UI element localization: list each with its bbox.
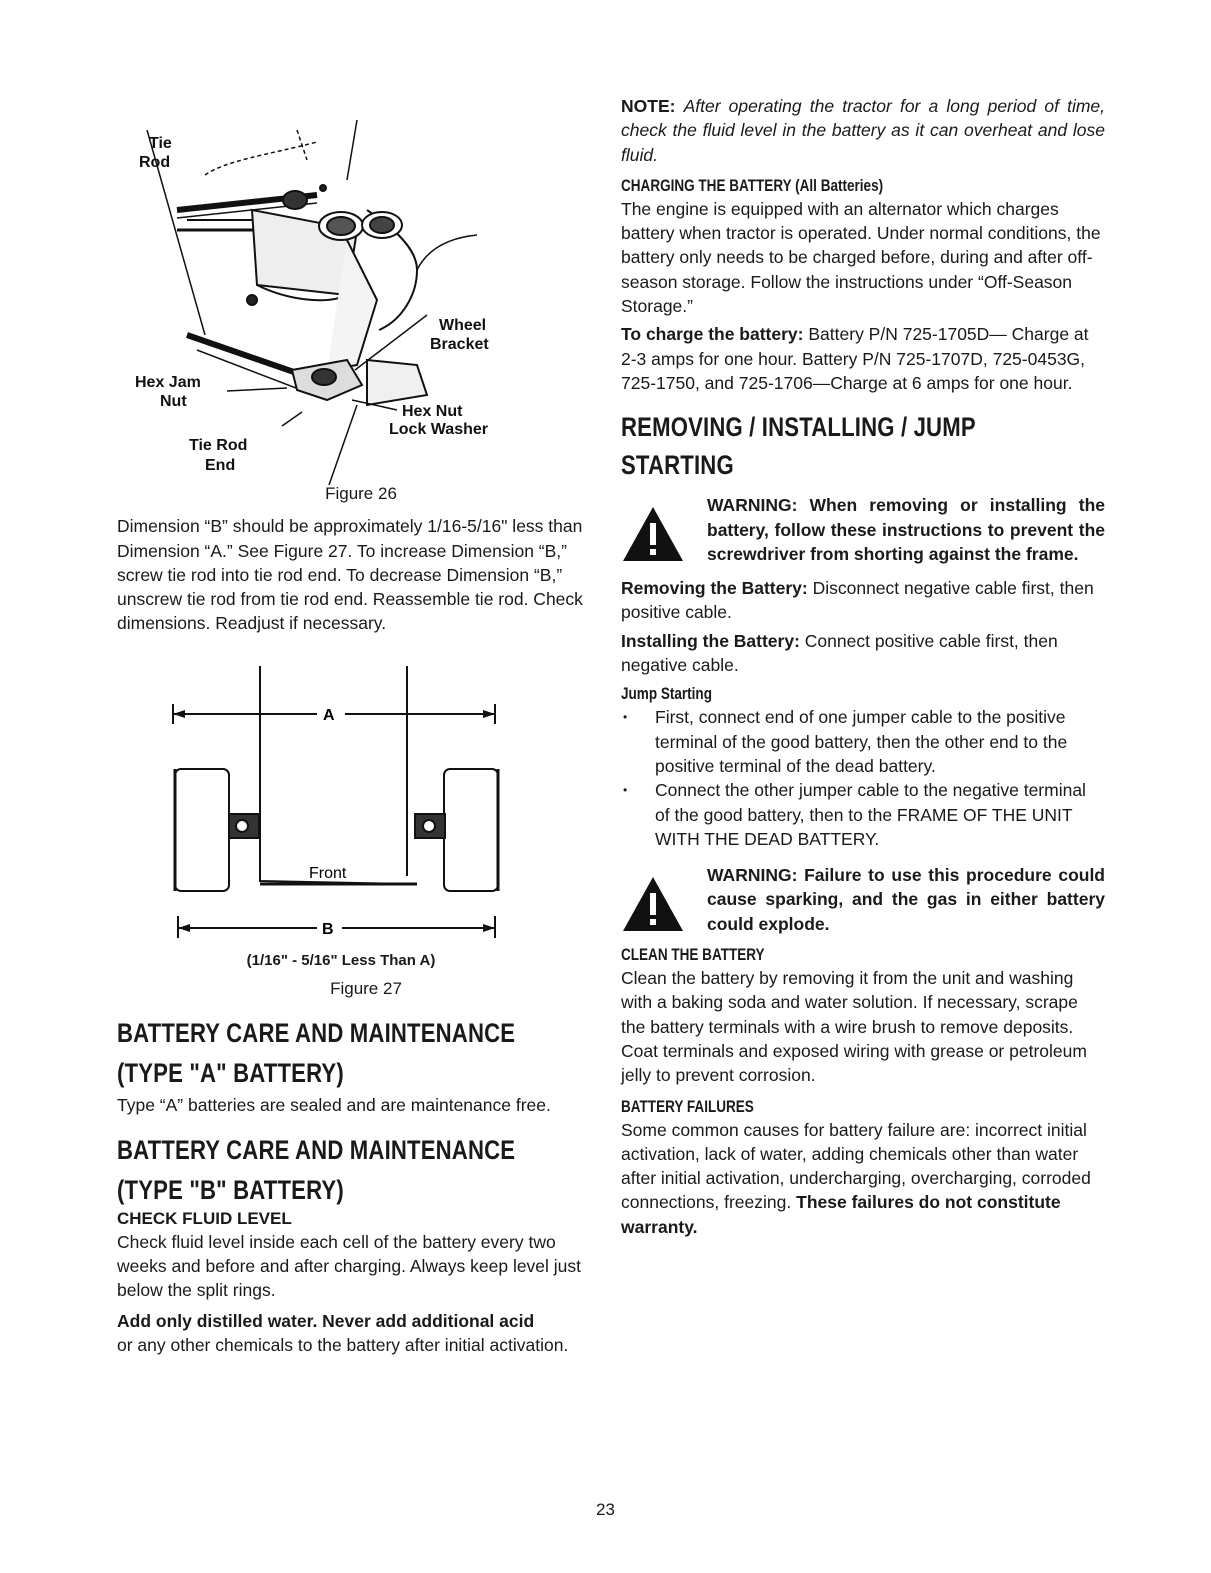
label-hex-jam-nut: Hex Jam Nut <box>135 374 201 410</box>
list-item: • Connect the other jumper cable to the negative terminal of the good battery, then to the FRAME OF THE UNIT WITH THE DEAD BATTERY. <box>621 778 1105 851</box>
charging-instructions <box>621 322 1105 395</box>
dimension-paragraph: Dimension “B” should be approximately 1/16-5/16" less than Dimension “A.” See Figure 27. To increase Dimension “B,” screw tie rod into tie rod end. To decrease Dimension “B,” unscrew tie rod from tie rod end. Reassemble tie rod. Check dimensions. Readjust if necessary. <box>117 516 583 634</box>
figure-27-diagram <box>117 666 585 951</box>
jump-starting-list <box>621 705 1105 851</box>
warning-box-1 <box>621 493 1105 566</box>
figure-26-caption: Figure 26 <box>325 484 397 503</box>
section-b-heading-line2: (TYPE "B" BATTERY) <box>117 1174 344 1205</box>
removing-heading-line2: STARTING <box>621 450 734 481</box>
charging-heading: CHARGING THE BATTERY (All Batteries) <box>621 176 884 195</box>
clean-heading: CLEAN THE BATTERY <box>621 946 765 965</box>
installing-battery <box>621 629 1105 678</box>
note-text: After operating the tractor for a long period of time, check the fluid level in the battery as it can overheat and lose fluid. <box>621 96 1105 165</box>
clean-body: Clean the battery by removing it from the unit and washing with a baking soda and water solution. If necessary, scrape the battery terminals with a wire brush to remove deposits. Coat terminals and exposed wiring with grease or petroleum jelly to prevent corrosion. <box>621 968 1087 1086</box>
charging-lead-rest: Battery P/N 725-1705D— Charge at 2-3 amps for one hour. Battery P/N 725-1707D, 725-0453G, 725-1750, and 725-1706—Charge at 6 amps for one hour. <box>621 324 1089 393</box>
section-b-body-rest: or any other chemicals to the battery after initial activation. <box>117 1334 569 1355</box>
label-hex-nut-lock-washer: Hex Nut Lock Washer <box>389 403 488 438</box>
failures-bold-tail: These failures do not constitute warranty. <box>621 1192 1061 1237</box>
charging-lead: To charge the battery: <box>621 324 804 345</box>
label-front: Front <box>309 864 347 882</box>
warning-triangle-icon <box>621 505 685 563</box>
right-column <box>621 94 1105 1239</box>
charging-body: The engine is equipped with an alternator which charges battery when tractor is operated. Under normal conditions, the battery only needs to be charged before, during and after off-season storage. Follow the instructions under “Off-Season Storage.” <box>621 198 1101 317</box>
label-wheel-bracket: Wheel Bracket <box>430 317 489 353</box>
label-tie-rod-end: Tie Rod End <box>189 437 248 474</box>
warning-2-text: WARNING: Failure to use this procedure could cause sparking, and the gas in either battery could explode. <box>707 865 1105 934</box>
jump-starting-heading: Jump Starting <box>621 685 712 704</box>
label-tie-rod: Tie Rod <box>139 135 172 171</box>
removing-heading-line1: REMOVING / INSTALLING / JUMP <box>621 412 976 443</box>
figure-27-note: (1/16" - 5/16" Less Than A) <box>246 951 436 969</box>
section-a-heading-line2: (TYPE "A" BATTERY) <box>117 1058 344 1089</box>
left-column <box>117 120 585 1357</box>
note-paragraph <box>621 94 1105 167</box>
list-item: • First, connect end of one jumper cable to the positive terminal of the good battery, then the other end to the positive terminal of the dead battery. <box>621 705 1105 778</box>
label-b: B <box>322 920 334 938</box>
removing-text: Disconnect negative cable first, then positive cable. <box>621 578 1094 623</box>
failures-heading: BATTERY FAILURES <box>621 1097 754 1116</box>
section-a-body: Type “A” batteries are sealed and are maintenance free. <box>117 1095 551 1116</box>
installing-lead: Installing the Battery: <box>621 630 800 651</box>
note-label: NOTE: <box>621 96 676 116</box>
section-b-bold-lead: Add only distilled water. Never add additional acid <box>117 1310 535 1331</box>
installing-text: Connect positive cable first, then negative cable. <box>621 630 1058 676</box>
check-fluid-level-heading: CHECK FLUID LEVEL <box>117 1208 292 1228</box>
warning-1-text: WARNING: When removing or installing the battery, follow these instructions to prevent the screwdriver from shorting against the frame. <box>707 495 1105 564</box>
label-a: A <box>323 706 335 724</box>
page-number: 23 <box>596 1500 615 1519</box>
section-b-body: Check fluid level inside each cell of the battery every two weeks and before and after charging. Always keep level just below the split rings. <box>117 1231 582 1301</box>
section-a-heading-line1: BATTERY CARE AND MAINTENANCE <box>117 1018 516 1049</box>
warning-triangle-icon <box>621 875 685 933</box>
removing-lead: Removing the Battery: <box>621 578 808 599</box>
failures-text: Some common causes for battery failure are: incorrect initial activation, lack of water, adding chemicals other than water after initial activation, undercharging, overcharging, corroded connections, freezing. <box>621 1119 1091 1213</box>
section-b-heading-line1: BATTERY CARE AND MAINTENANCE <box>117 1134 516 1165</box>
warning-box-2 <box>621 863 1105 936</box>
removing-battery <box>621 576 1105 625</box>
figure-26-illustration <box>117 120 585 490</box>
figure-27-caption: Figure 27 <box>330 979 402 999</box>
failures-body <box>621 1118 1105 1239</box>
